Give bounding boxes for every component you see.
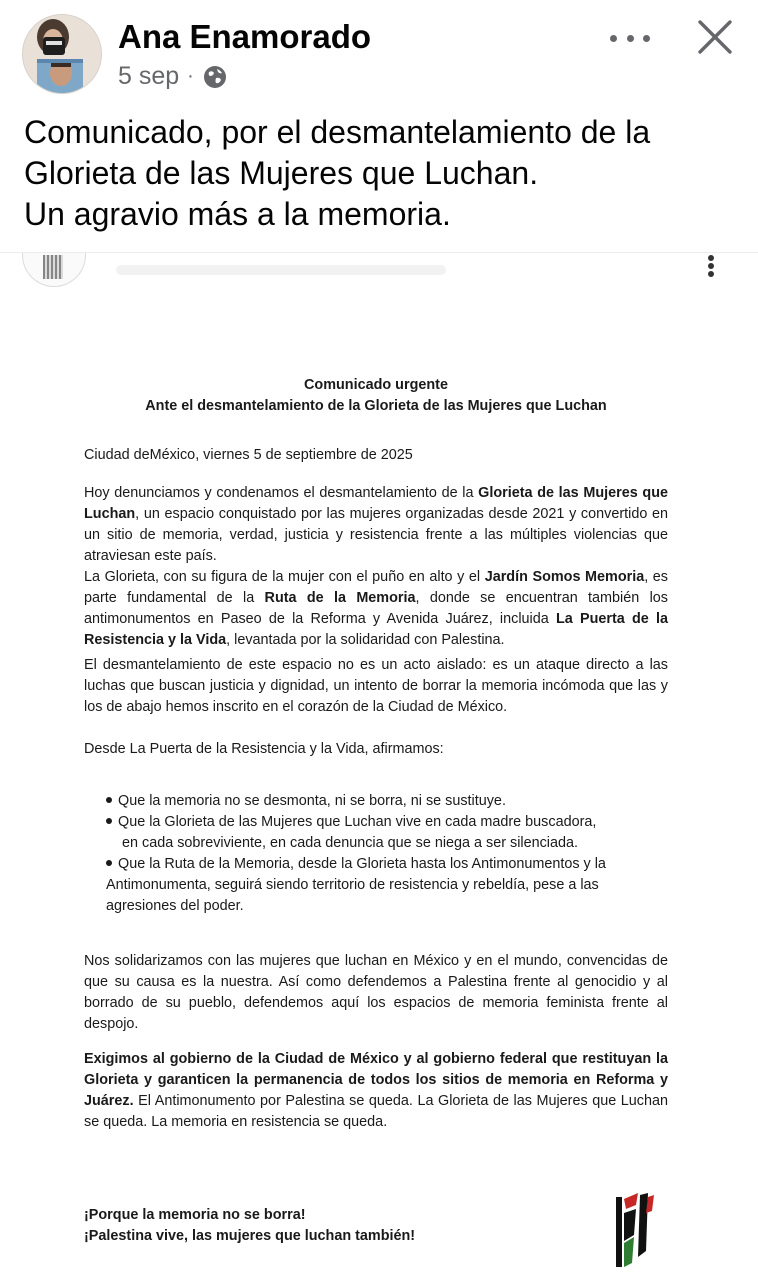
list-item [106,791,666,812]
text-run: El Antimonumento por Palestina se queda. La Glorieta de las Mujeres que Luchan se queda. La memoria en resistencia se queda. [84,1093,668,1130]
text-run: Hoy denunciamos y condenamos el desmantelamiento de la [84,485,479,501]
doc-paragraph-2 [84,567,668,651]
list-item [106,812,666,833]
text-run: , donde se encuentran también los antimonumentos en Paseo de la Reforma y Avenida Juárez, incluida [84,590,668,627]
more-dot [643,35,650,42]
palestine-logo-icon [612,1191,656,1269]
shared-document-image[interactable] [0,252,758,1272]
doc-closing-1: ¡Porque la memoria no se borra! [84,1207,306,1223]
doc-subtitle: Ante el desmantelamiento de la Glorieta de las Mujeres que Luchan [145,398,607,414]
doc-date-line: Ciudad deMéxico, viernes 5 de septiembre de 2025 [84,447,413,463]
bullet-icon [106,860,112,866]
globe-icon [202,64,228,90]
doc-paragraph-1 [84,483,668,567]
avatar-photo [23,15,102,94]
post-meta [118,62,228,91]
bullet-icon [106,797,112,803]
meta-separator: · [187,65,194,87]
more-options-icon[interactable] [610,24,650,52]
embedded-blurred-header [116,265,446,275]
post-date[interactable]: 5 sep [118,62,180,90]
embedded-kebab-icon [708,255,716,277]
more-dot [610,35,617,42]
post-caption [24,112,744,235]
caption-line: Comunicado, por el desmantelamiento de la [24,114,651,150]
embedded-avatar [22,252,86,287]
text-run-bold: Exigimos al gobierno de la Ciudad de México y al gobierno federal que restituyan la Glorieta y garanticen la permanencia de todos los sitios de memoria en Reforma y Juárez. [84,1051,668,1109]
text-run-bold: Jardín Somos Memoria [484,569,645,585]
text-run-bold: Glorieta de las Mujeres que Luchan [84,485,668,522]
doc-closing-2: ¡Palestina vive, las mujeres que luchan también! [84,1228,416,1244]
more-dot [627,35,634,42]
text-run: , un espacio conquistado por las mujeres organizadas desde 2021 y convertido en un sitio de memoria, verdad, justicia y resistencia frente a las múltiples violencias que atraviesan este país. [84,506,668,564]
text-run: La Glorieta, con su figura de la mujer con el puño en alto y el [84,569,485,585]
caption-line: Un agravio más a la memoria. [24,196,451,232]
list-item-continuation: agresiones del poder. [106,898,244,914]
doc-title: Comunicado urgente [304,377,448,393]
doc-bullet-list [106,791,666,917]
list-item-continuation: en cada sobreviviente, en cada denuncia que se niega a ser silenciada. [122,835,579,851]
bullet-icon [106,818,112,824]
close-icon[interactable] [694,16,736,58]
author-name[interactable]: Ana Enamorado [118,18,372,55]
list-item-text: Que la Ruta de la Memoria, desde la Glorieta hasta los Antimonumentos y la [118,856,606,872]
list-item-text: Que la Glorieta de las Mujeres que Luchan vive en cada madre buscadora, [118,814,597,830]
doc-paragraph-3: El desmantelamiento de este espacio no es un acto aislado: es un ataque directo a las luchas que buscan justicia y dignidad, un intento de borrar la memoria incómoda que las y los de abajo hemos inscrito en el corazón de la Ciudad de México. [84,657,668,715]
text-run-bold: La Puerta de la Resistencia y la Vida [84,611,668,648]
doc-paragraph-6 [84,1049,668,1133]
caption-line: Glorieta de las Mujeres que Luchan. [24,155,539,191]
post-header [0,0,758,110]
text-run: , es parte fundamental de la [84,569,668,606]
doc-paragraph-4: Desde La Puerta de la Resistencia y la Vida, afirmamos: [84,741,444,757]
text-run: , levantada por la solidaridad con Palestina. [226,632,505,648]
list-item-text: Que la memoria no se desmonta, ni se borra, ni se sustituye. [118,793,506,809]
avatar[interactable] [22,14,102,94]
text-run-bold: Ruta de la Memoria [264,590,416,606]
list-item [106,854,666,875]
list-item-continuation: Antimonumenta, seguirá siendo territorio de resistencia y rebeldía, pese a las [106,877,599,893]
doc-paragraph-5: Nos solidarizamos con las mujeres que luchan en México y en el mundo, convencidas de que su causa es la nuestra. Así como defendemos a Palestina frente al genocidio y al borrado de su pueblo, defendemos aquí los espacios de memoria feminista frente al despojo. [84,953,668,1032]
